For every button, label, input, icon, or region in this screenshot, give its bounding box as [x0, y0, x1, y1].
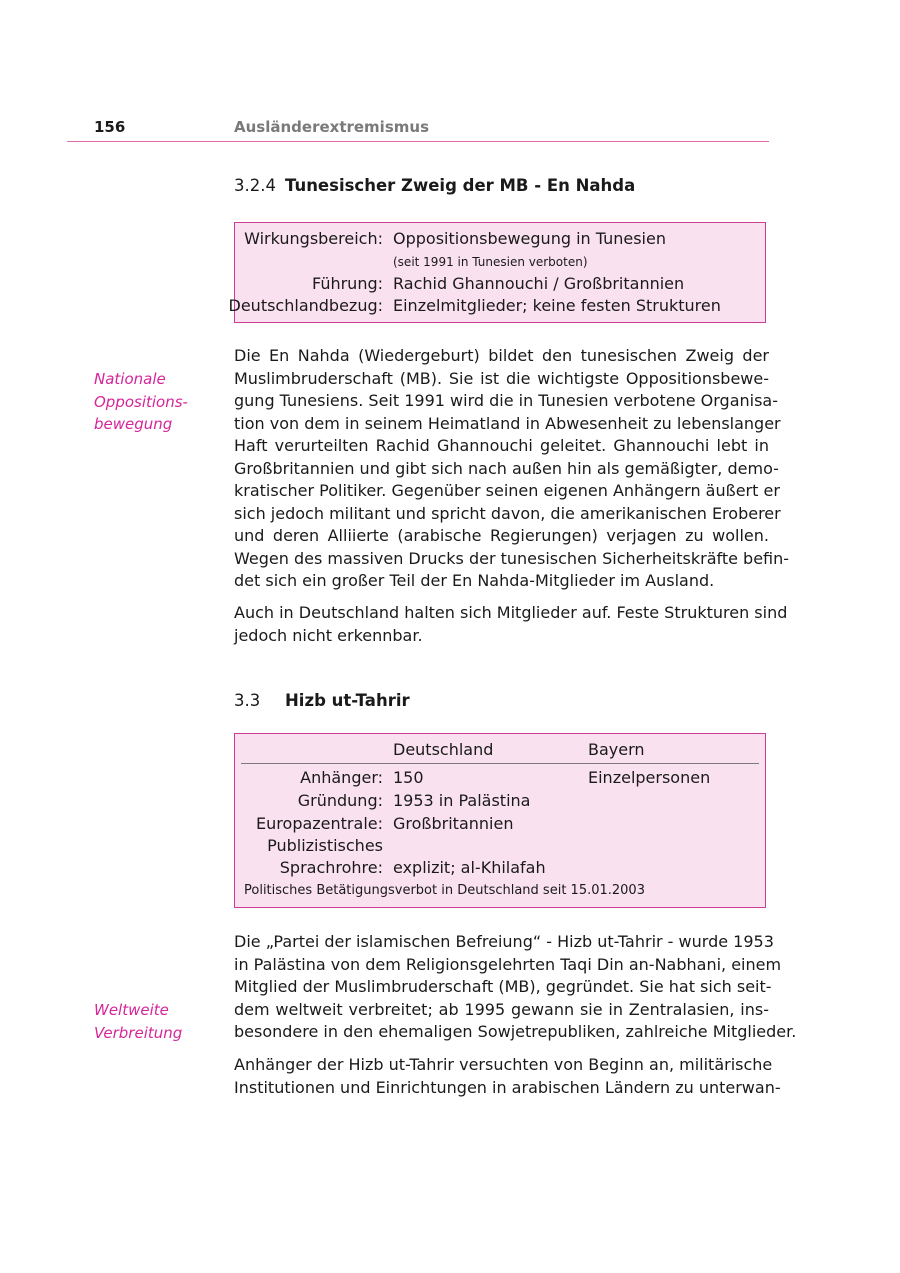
- margin-note-line: bewegung: [94, 415, 173, 433]
- section-heading-33: [234, 691, 410, 710]
- row-label: Sprachrohre:: [279, 858, 383, 877]
- text-line: sich jedoch militant und spricht davon, die amerikanischen Eroberer: [234, 503, 781, 523]
- infobox-key: Führung:: [311, 274, 383, 293]
- infobox-value: Einzelmitglieder; keine festen Strukturen: [393, 296, 721, 315]
- section-number: 3.3: [234, 691, 261, 710]
- page-number: 156: [94, 118, 126, 136]
- text-line: in Palästina von dem Religionsgelehrten Taqi Din an-Nabhani, einem: [234, 954, 782, 974]
- table-note: Politisches Betätigungsverbot in Deutschland seit 15.01.2003: [244, 883, 645, 898]
- row-label: Europazentrale:: [256, 814, 383, 833]
- text-line: Auch in Deutschland halten sich Mitglieder auf. Feste Strukturen sind: [234, 603, 788, 622]
- infobox-value-note: (seit 1991 in Tunesien verboten): [393, 255, 588, 269]
- section-title: Tunesischer Zweig der MB - En Nahda: [285, 176, 636, 195]
- row-label: Anhänger:: [300, 768, 383, 787]
- text-line: Wegen des massiven Drucks der tunesischen Sicherheitskräfte befin-: [234, 548, 790, 568]
- section-number: 3.2.4: [234, 176, 276, 195]
- section-title: Hizb ut-Tahrir: [285, 691, 410, 710]
- body-paragraph: [234, 345, 790, 593]
- text-line: kratischer Politiker. Gegenüber seinen eigenen Anhängern äußert er: [234, 481, 780, 500]
- running-title: Ausländerextremismus: [234, 118, 429, 136]
- text-line: und deren Alliierte (arabische Regierungen) verjagen zu wollen.: [234, 526, 769, 545]
- text-line: Mitglied der Muslimbruderschaft (MB), gegründet. Sie hat sich seit-: [234, 977, 772, 996]
- infobox-key: Deutschlandbezug:: [228, 296, 383, 315]
- body-paragraph: [234, 602, 788, 647]
- table-header-rule: [241, 763, 759, 764]
- text-line: jedoch nicht erkennbar.: [234, 625, 423, 645]
- margin-note-line: Verbreitung: [94, 1023, 183, 1042]
- column-header-deutschland: Deutschland: [393, 740, 494, 759]
- infobox-key: Wirkungsbereich:: [244, 229, 383, 248]
- text-line: det sich ein großer Teil der En Nahda-Mitglieder im Ausland.: [234, 571, 715, 590]
- margin-note-worldwide-spread: [94, 999, 219, 1044]
- text-line: Haft verurteilten Rachid Ghannouchi geleitet. Ghannouchi lebt in: [234, 436, 769, 455]
- infobox-en-nahda: [228, 222, 766, 323]
- infobox-value: Oppositionsbewegung in Tunesien: [393, 229, 666, 248]
- text-line: Die En Nahda (Wiedergeburt) bildet den tunesischen Zweig der: [234, 346, 769, 365]
- cell-deutschland: explizit; al-Khilafah: [393, 858, 546, 877]
- infobox-hizb-ut-tahrir: [234, 733, 766, 908]
- text-line: Die „Partei der islamischen Befreiung“ - Hizb ut-Tahrir - wurde 1953: [234, 932, 774, 951]
- text-line: Institutionen und Einrichtungen in arabischen Ländern zu unterwan-: [234, 1077, 781, 1097]
- cell-deutschland: 150: [393, 768, 424, 787]
- body-paragraph: [234, 1054, 781, 1099]
- margin-note-line: Weltweite: [94, 1001, 169, 1019]
- text-line: Anhänger der Hizb ut-Tahrir versuchten von Beginn an, militärische: [234, 1055, 773, 1074]
- text-line: gung Tunesiens. Seit 1991 wird die in Tunesien verbotene Organisa-: [234, 391, 778, 410]
- header-rule: [67, 141, 769, 142]
- row-label: Publizistisches: [267, 836, 383, 855]
- margin-note-national-opposition: [94, 368, 219, 436]
- cell-deutschland: 1953 in Palästina: [393, 791, 531, 810]
- column-header-bayern: Bayern: [588, 740, 645, 759]
- cell-bayern: Einzelpersonen: [588, 768, 711, 787]
- text-line: tion von dem in seinem Heimatland in Abwesenheit zu lebenslanger: [234, 413, 781, 433]
- cell-deutschland: Großbritannien: [393, 814, 514, 833]
- row-label: Gründung:: [297, 791, 383, 810]
- section-heading-324: [234, 176, 635, 195]
- text-line: dem weltweit verbreitet; ab 1995 gewann sie in Zentralasien, ins-: [234, 999, 769, 1019]
- infobox-value: Rachid Ghannouchi / Großbritannien: [393, 274, 685, 293]
- margin-note-line: Nationale: [94, 370, 166, 388]
- text-line: besondere in den ehemaligen Sowjetrepubliken, zahlreiche Mitglieder.: [234, 1022, 797, 1041]
- text-line: Muslimbruderschaft (MB). Sie ist die wichtigste Oppositionsbewe-: [234, 368, 769, 388]
- text-line: Großbritannien und gibt sich nach außen hin als gemäßigter, demo-: [234, 458, 779, 478]
- body-paragraph: [234, 931, 797, 1044]
- margin-note-line: Oppositions-: [94, 392, 188, 411]
